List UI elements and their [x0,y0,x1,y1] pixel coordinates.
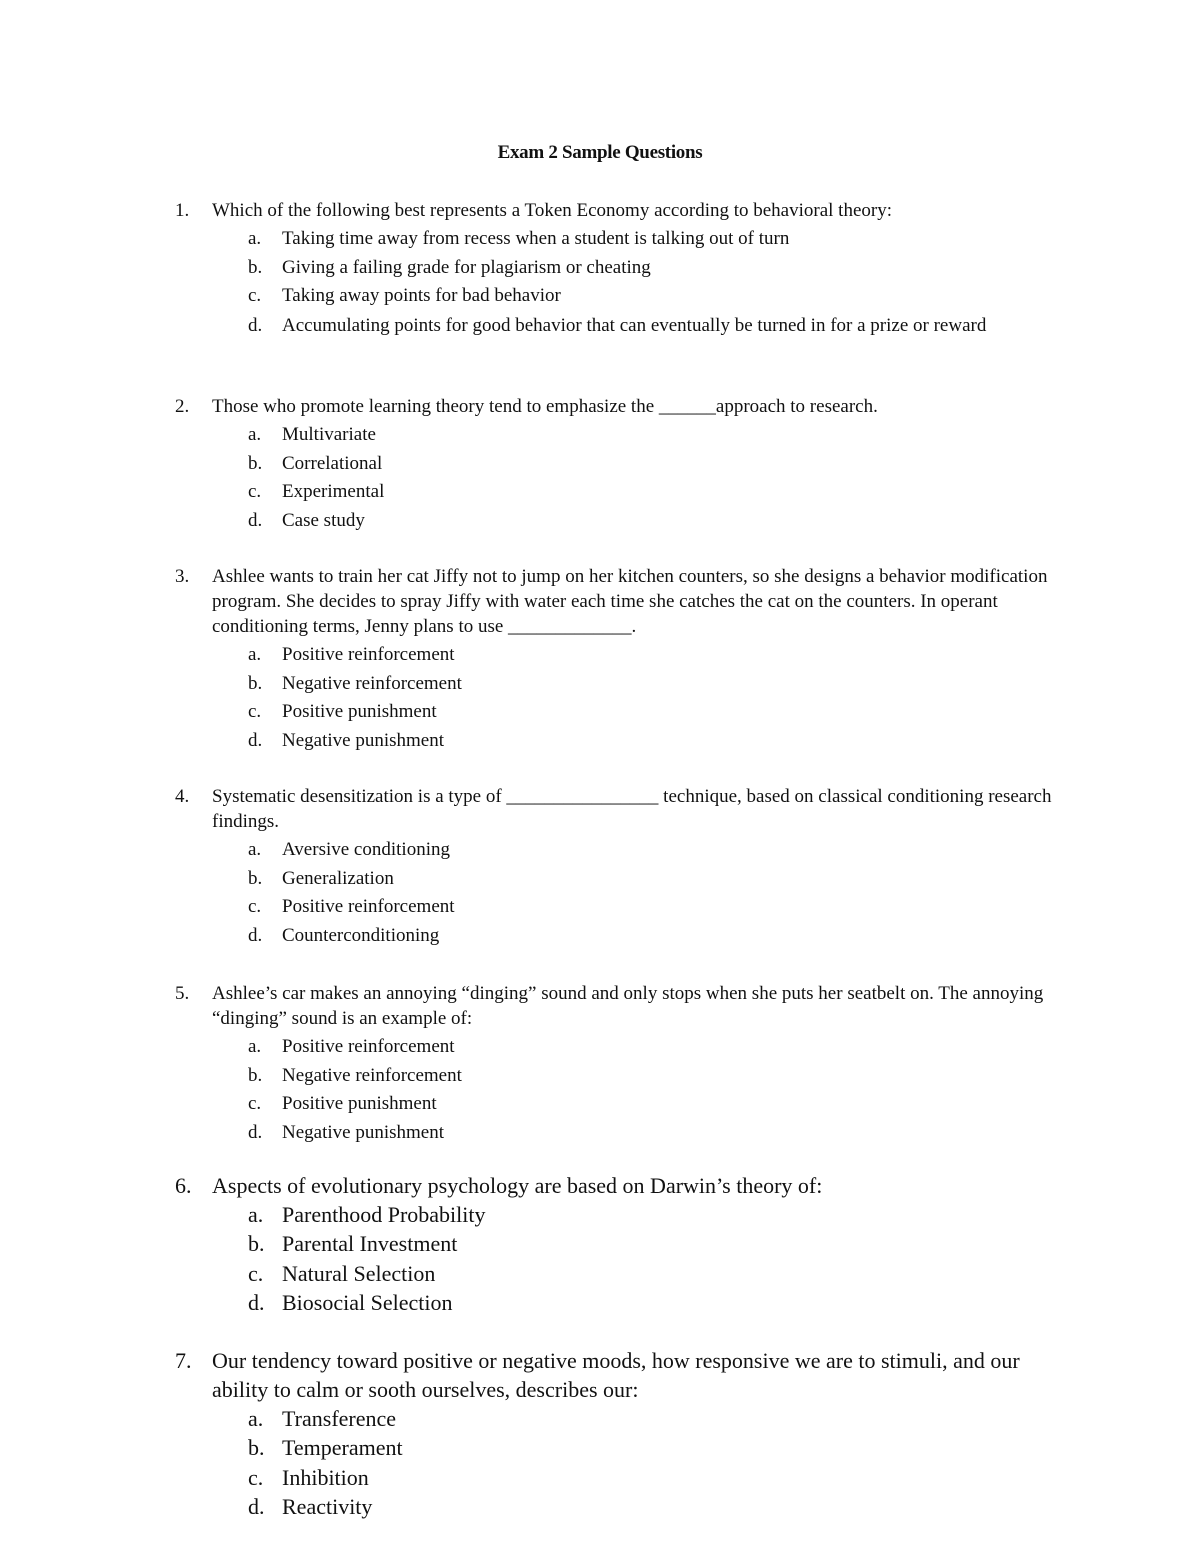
option-text: Counterconditioning [282,924,440,946]
answer-option [175,1433,1075,1462]
option-text: Positive reinforcement [282,896,455,918]
answer-option [175,254,1075,283]
option-letter: d. [248,729,263,751]
option-text: Inhibition [282,1464,369,1490]
answer-option [175,1492,1075,1521]
answer-option [175,893,1075,922]
option-letter: a. [248,1202,264,1227]
option-text: Multivariate [282,424,376,445]
question-6 [175,1171,1075,1317]
question-text: Aspects of evolutionary psychology are based on Darwin’s theory of: [212,1173,823,1198]
answer-option [175,421,1075,450]
option-text: Negative punishment [282,1121,444,1143]
option-letter: a. [248,424,262,445]
option-text: Positive reinforcement [282,1036,455,1057]
option-letter: b. [248,1064,263,1086]
option-letter: c. [248,285,262,307]
question-text: Those who promote learning theory tend to emphasize the ______approach to research. [212,396,878,417]
option-text: Generalization [282,867,394,889]
question-7 [175,1346,1075,1521]
answer-option [175,507,1075,536]
option-letter: a. [248,644,262,665]
answer-option [175,311,1075,338]
question-number: 1. [175,200,190,221]
option-letter: c. [248,896,262,918]
option-letter: c. [248,1093,262,1115]
answer-option [175,450,1075,479]
option-text: Aversive conditioning [282,839,450,860]
answer-option [175,478,1075,507]
option-text: Case study [282,509,365,531]
option-letter: d. [248,509,263,531]
option-text: Positive punishment [282,701,437,723]
option-letter: d. [248,1121,263,1143]
option-letter: c. [248,701,262,723]
answer-option [175,282,1075,311]
question-number: 3. [175,566,190,587]
option-letter: b. [248,452,263,474]
option-letter: b. [248,672,263,694]
document-title: Exam 2 Sample Questions [497,142,703,163]
answer-option [175,225,1075,254]
question-2 [175,394,1075,535]
question-text: Ashlee’s car makes an annoying “dinging” sound and only stops when she puts her seatbelt on. The annoying “dinging” sound is an example of: [212,983,1044,1029]
question-text: Systematic desensitization is a type of ________________ technique, based on classical conditioning research findings. [212,786,1052,832]
option-text: Negative punishment [282,729,444,751]
option-letter: b. [248,256,263,278]
answer-option [175,1288,1075,1317]
answer-option [175,1062,1075,1091]
answer-option [175,1033,1075,1062]
answer-option [175,1119,1075,1148]
option-letter: a. [248,1036,262,1057]
option-letter: a. [248,839,262,860]
question-5 [175,981,1075,1147]
question-number: 7. [175,1348,192,1373]
option-text: Negative reinforcement [282,1064,462,1086]
answer-option [175,1090,1075,1119]
answer-option [175,1404,1075,1433]
option-letter: b. [248,1231,265,1257]
answer-option [175,727,1075,756]
option-letter: a. [248,228,262,249]
option-text: Temperament [282,1435,403,1461]
option-letter: d. [248,314,263,336]
answer-option [175,836,1075,865]
option-text: Reactivity [282,1493,373,1519]
answer-option [175,1259,1075,1288]
option-text: Positive reinforcement [282,644,455,665]
option-text: Transference [282,1406,397,1431]
option-letter: c. [248,1260,264,1286]
question-number: 2. [175,396,190,417]
answer-option [175,865,1075,894]
option-letter: d. [248,1493,265,1519]
question-text: Ashlee wants to train her cat Jiffy not to jump on her kitchen counters, so she designs a behavior modification program. She decides to spray Jiffy with water each time she catches the cat on the counters. In operant conditioning terms, Jenny plans to use _____________. [212,566,1048,637]
option-text: Taking time away from recess when a student is talking out of turn [282,228,790,249]
question-number: 4. [175,786,190,807]
question-text: Which of the following best represents a Token Economy according to behavioral theory: [212,200,893,221]
option-text: Negative reinforcement [282,672,462,694]
answer-option [175,1229,1075,1258]
answer-option [175,922,1075,951]
question-number: 6. [175,1173,192,1198]
answer-option [175,641,1075,670]
answer-option [175,1200,1075,1229]
option-text: Correlational [282,452,383,474]
option-letter: c. [248,481,262,503]
option-letter: b. [248,867,263,889]
option-letter: a. [248,1406,264,1431]
option-text: Parental Investment [282,1231,458,1257]
question-number: 5. [175,983,190,1004]
option-letter: c. [248,1464,264,1490]
question-1 [175,198,1075,338]
answer-option [175,698,1075,727]
option-text: Positive punishment [282,1093,437,1115]
answer-option [175,1463,1075,1492]
option-text: Natural Selection [282,1260,436,1286]
option-text: Accumulating points for good behavior that can eventually be turned in for a prize or reward [282,314,987,336]
option-letter: d. [248,924,263,946]
answer-option [175,670,1075,699]
option-text: Biosocial Selection [282,1289,453,1315]
option-letter: b. [248,1435,265,1461]
question-3 [175,564,1075,755]
option-text: Parenthood Probability [282,1202,486,1227]
option-text: Experimental [282,481,385,503]
question-4 [175,784,1075,950]
option-text: Giving a failing grade for plagiarism or cheating [282,256,651,278]
question-text: Our tendency toward positive or negative moods, how responsive we are to stimuli, and our ability to calm or sooth ourselves, describes our: [212,1348,1020,1402]
option-text: Taking away points for bad behavior [282,285,561,307]
option-letter: d. [248,1289,265,1315]
